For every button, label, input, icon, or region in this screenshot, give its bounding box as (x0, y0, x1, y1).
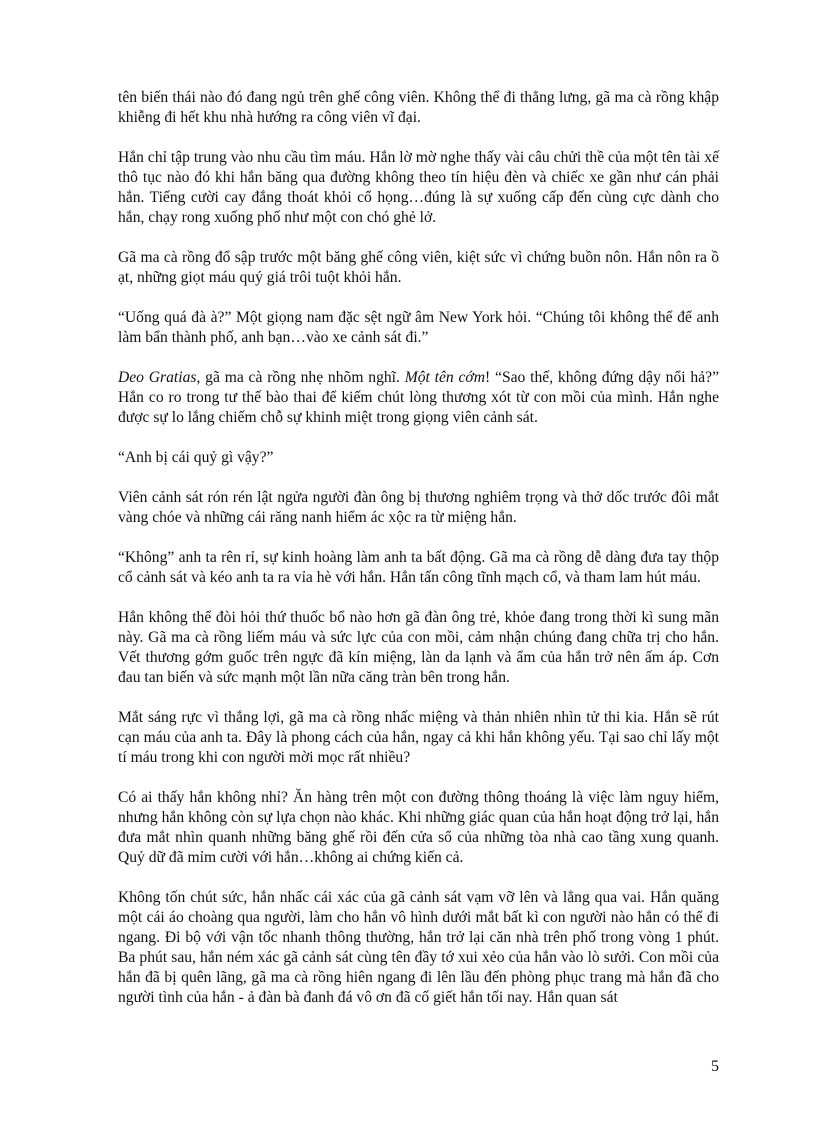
italic-text: Một tên cớm (404, 369, 486, 386)
paragraph (118, 148, 719, 228)
paragraph (118, 88, 719, 128)
text-run: “Uống quá đà à?” Một giọng nam đặc sệt ngữ âm New York hỏi. “Chúng tôi không thể để anh làm bẩn thành phố, anh bạn…vào xe cảnh sát đi.” (118, 309, 719, 346)
text-run: ! “Sao thế, không đứng dậy nổi hả?” Hắn co ro trong tư thế bào thai để kiếm chút lòng thương xót từ con mồi của mình. Hắn nghe được sự lo lắng chiếm chỗ sự khinh miệt trong giọng viên cảnh sát. (118, 369, 719, 426)
text-run: tên biến thái nào đó đang ngủ trên ghế công viên. Không thể đi thẳng lưng, gã ma cà rồng khập khiễng đi hết khu nhà hướng ra công viên vĩ đại. (118, 89, 719, 126)
paragraph (118, 708, 719, 768)
paragraph (118, 488, 719, 528)
text-run: Không tốn chút sức, hắn nhấc cái xác của gã cảnh sát vạm vỡ lên và lẳng qua vai. Hắn quăng một cái áo choàng qua người, làm cho hắn vô hình dưới mắt bất kì con người nào hắn có thể đi ngang. Đi bộ với vận tốc nhanh thông thường, hắn trở lại căn nhà trên phố trong vòng 1 phút. Ba phút sau, hắn ném xác gã cảnh sát cùng tên đầy tớ xui xẻo của hắn vào lò sưởi. Con mồi của hắn đã bị quên lãng, gã ma cà rồng hiên ngang đi lên lầu đến phòng phục trang mà hắn đã cho người tình của hắn - ả đàn bà đanh đá vô ơn đã cố giết hắn tối nay. Hắn quan sát (118, 889, 719, 1006)
paragraph (118, 888, 719, 1008)
text-run: Hắn chỉ tập trung vào nhu cầu tìm máu. Hắn lờ mờ nghe thấy vài câu chửi thề của một tên tài xế thô tục nào đó khi hắn băng qua đường không theo tín hiệu đèn và chiếc xe gần như cán phải hắn. Tiếng cười cay đắng thoát khỏi cổ họng…đúng là sự xuống cấp đến cùng cực dành cho hắn, chạy rong xuống phố như một con chó ghẻ lở. (118, 149, 719, 226)
text-run: Mắt sáng rực vì thắng lợi, gã ma cà rồng nhấc miệng và thản nhiên nhìn tử thi kia. Hắn sẽ rút cạn máu của anh ta. Đây là phong cách của hắn, ngay cả khi hắn không yếu. Tại sao chỉ lấy một tí máu trong khi con người mời mọc rất nhiều? (118, 709, 719, 766)
paragraph (118, 308, 719, 348)
page-number: 5 (711, 1058, 719, 1075)
text-run: Gã ma cà rồng đổ sập trước một băng ghế công viên, kiệt sức vì chứng buồn nôn. Hắn nôn ra ồ ạt, những giọt máu quý giá trôi tuột khỏi hắn. (118, 249, 719, 286)
body-text (118, 88, 719, 1008)
italic-text: Deo Gratias (118, 369, 197, 386)
text-run: Viên cảnh sát rón rén lật ngửa người đàn ông bị thương nghiêm trọng và thở dốc trước đôi mắt vàng chóe và những cái răng nanh hiểm ác xộc ra từ miệng hắn. (118, 489, 719, 526)
paragraph (118, 368, 719, 428)
paragraph (118, 448, 719, 468)
text-run: , gã ma cà rồng nhẹ nhõm nghĩ. (196, 369, 405, 386)
paragraph (118, 548, 719, 588)
paragraph (118, 788, 719, 868)
text-run: Có ai thấy hắn không nhỉ? Ăn hàng trên một con đường thông thoáng là việc làm nguy hiểm, nhưng hắn không còn sự lựa chọn nào khác. Khi những giác quan của hắn hoạt động trở lại, hắn đưa mắt nhìn quanh những băng ghế rồi đến cửa sổ của những tòa nhà cao tầng xung quanh. Quỷ dữ đã mỉm cười với hắn…không ai chứng kiến cả. (118, 789, 719, 866)
paragraph (118, 608, 719, 688)
text-run: Hắn không thể đòi hỏi thứ thuốc bổ nào hơn gã đàn ông trẻ, khỏe đang trong thời kì sung mãn này. Gã ma cà rồng liếm máu và sức lực của con mồi, cảm nhận chúng đang chữa trị cho hắn. Vết thương gớm guốc trên ngực đã kín miệng, làn da lạnh và ẩm của hắn trở nên ấm áp. Cơn đau tan biến và sức mạnh một lần nữa căng tràn bên trong hắn. (118, 609, 719, 686)
text-run: “Anh bị cái quỷ gì vậy?” (118, 449, 274, 466)
text-run: “Không” anh ta rên rỉ, sự kinh hoàng làm anh ta bất động. Gã ma cà rồng dễ dàng đưa tay thộp cổ cảnh sát và kéo anh ta ra vỉa hè với hắn. Hắn tấn công tĩnh mạch cổ, và tham lam hút máu. (118, 549, 719, 586)
paragraph (118, 248, 719, 288)
